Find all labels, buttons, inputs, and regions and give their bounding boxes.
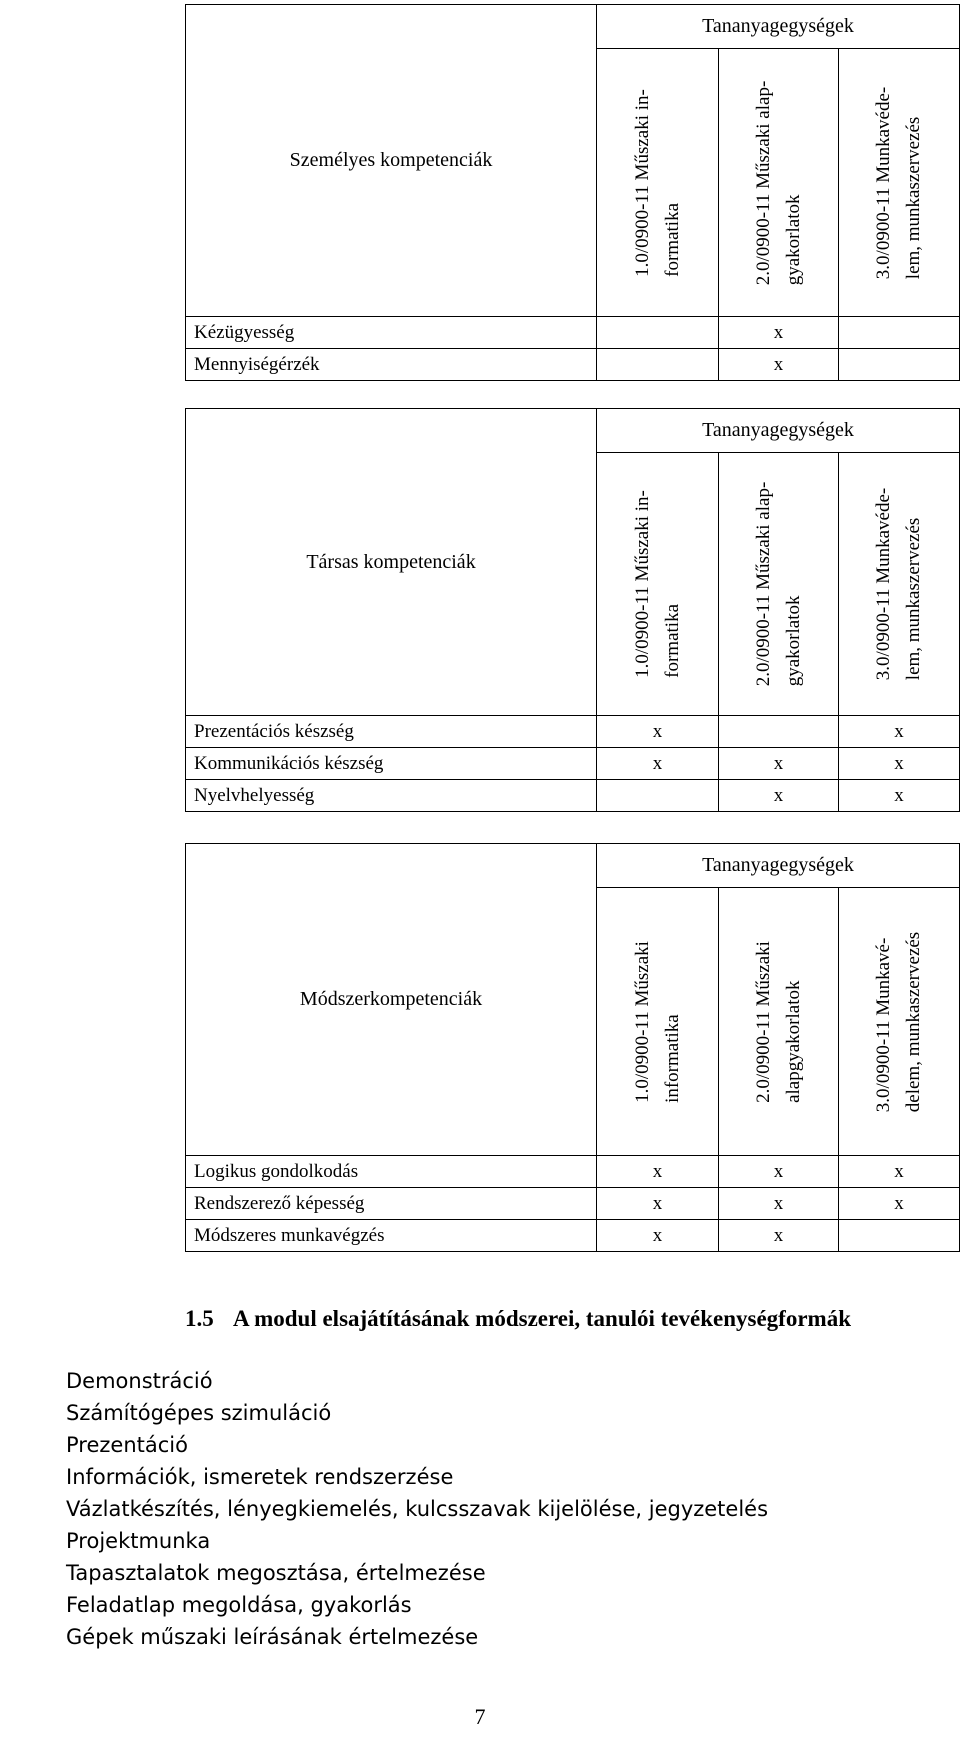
column-header-text: 3.0/0900-11 Munkavéde- lem, munkaszervezés — [873, 487, 924, 681]
column-header-text: 2.0/0900-11 Műszaki alapgyakorlatok — [752, 940, 804, 1103]
section-number: 1.5 — [185, 1306, 214, 1331]
page-number: 7 — [474, 1704, 486, 1729]
mark-cell: x — [597, 1156, 719, 1188]
table-row — [186, 349, 960, 381]
table-row — [186, 780, 960, 812]
column-header-unit-2 — [719, 453, 839, 716]
row-label: Módszeres munkavégzés — [186, 1220, 597, 1252]
mark-cell: x — [597, 716, 719, 748]
table-row — [186, 1188, 960, 1220]
list-item: Vázlatkészítés, lényegkiemelés, kulcsszavak kijelölése, jegyzetelés — [66, 1497, 769, 1521]
list-item: Gépek műszaki leírásának értelmezése — [66, 1625, 479, 1649]
column-header-unit-2 — [719, 49, 839, 317]
mark-cell: x — [719, 748, 839, 780]
method-competencies-table — [185, 843, 960, 1252]
mark-cell: x — [719, 349, 839, 381]
table-title: Módszerkompetenciák — [186, 844, 597, 1156]
column-header-unit-3 — [839, 49, 960, 317]
social-competencies-table — [185, 408, 960, 812]
method-list — [66, 1365, 768, 1653]
table-title: Társas kompetenciák — [186, 409, 597, 716]
table-row — [186, 1220, 960, 1252]
column-header-unit-3 — [839, 453, 960, 716]
list-item: Feladatlap megoldása, gyakorlás — [66, 1593, 412, 1617]
mark-cell: x — [597, 748, 719, 780]
mark-cell: x — [597, 1188, 719, 1220]
mark-cell: x — [719, 317, 839, 349]
row-label: Mennyiségérzék — [186, 349, 597, 381]
row-label: Kommunikációs készség — [186, 748, 597, 780]
mark-cell — [839, 1220, 960, 1252]
table-row — [186, 748, 960, 780]
column-header-unit-1 — [597, 453, 719, 716]
mark-cell: x — [839, 1188, 960, 1220]
table-title: Személyes kompetenciák — [186, 5, 597, 317]
column-header-text: 2.0/0900-11 Műszaki alap- gyakorlatok — [752, 80, 804, 285]
units-header: Tananyagegységek — [597, 844, 960, 888]
mark-cell: x — [839, 716, 960, 748]
column-header-text: 2.0/0900-11 Műszaki alap- gyakorlatok — [752, 481, 804, 687]
section-heading — [185, 1306, 851, 1332]
column-header-unit-1 — [597, 888, 719, 1156]
mark-cell — [719, 716, 839, 748]
list-item: Számítógépes szimuláció — [66, 1401, 332, 1425]
units-header: Tananyagegységek — [597, 5, 960, 49]
column-header-text: 1.0/0900-11 Műszaki in- formatika — [631, 88, 683, 277]
row-label: Nyelvhelyesség — [186, 780, 597, 812]
table-row — [186, 317, 960, 349]
mark-cell: x — [839, 748, 960, 780]
list-item: Prezentáció — [66, 1433, 188, 1457]
units-header: Tananyagegységek — [597, 409, 960, 453]
mark-cell — [839, 349, 960, 381]
column-header-text: 3.0/0900-11 Munkavé- delem, munkaszervezés — [873, 931, 924, 1112]
mark-cell: x — [839, 1156, 960, 1188]
mark-cell: x — [597, 1220, 719, 1252]
table-row — [186, 1156, 960, 1188]
mark-cell: x — [719, 1188, 839, 1220]
mark-cell — [597, 317, 719, 349]
mark-cell — [597, 349, 719, 381]
mark-cell: x — [719, 1156, 839, 1188]
row-label: Prezentációs készség — [186, 716, 597, 748]
column-header-text: 3.0/0900-11 Munkavéde- lem, munkaszervezés — [873, 86, 924, 279]
mark-cell — [597, 780, 719, 812]
mark-cell: x — [719, 780, 839, 812]
mark-cell: x — [719, 1220, 839, 1252]
mark-cell: x — [839, 780, 960, 812]
list-item: Projektmunka — [66, 1529, 211, 1553]
list-item: Demonstráció — [66, 1369, 213, 1393]
column-header-unit-2 — [719, 888, 839, 1156]
row-label: Kézügyesség — [186, 317, 597, 349]
list-item: Információk, ismeretek rendszerzése — [66, 1465, 454, 1489]
row-label: Rendszerező képesség — [186, 1188, 597, 1220]
section-title: A modul elsajátításának módszerei, tanulói tevékenységformák — [233, 1306, 852, 1331]
mark-cell — [839, 317, 960, 349]
column-header-unit-3 — [839, 888, 960, 1156]
column-header-unit-1 — [597, 49, 719, 317]
row-label: Logikus gondolkodás — [186, 1156, 597, 1188]
list-item: Tapasztalatok megosztása, értelmezése — [66, 1561, 486, 1585]
table-row — [186, 716, 960, 748]
column-header-text: 1.0/0900-11 Műszaki in- formatika — [631, 490, 683, 678]
column-header-text: 1.0/0900-11 Műszaki informatika — [631, 940, 683, 1103]
personal-competencies-table — [185, 4, 960, 381]
